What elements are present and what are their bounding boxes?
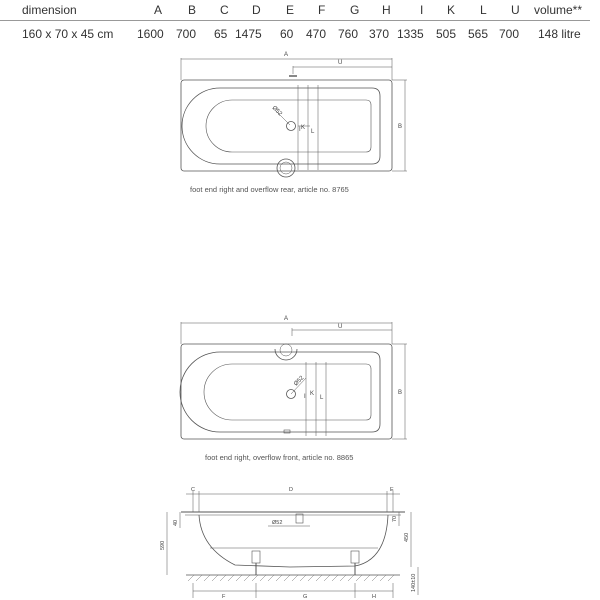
- value-c: 65: [214, 27, 228, 41]
- value-dimension: 160 x 70 x 45 cm: [22, 27, 114, 41]
- header-a: A: [154, 3, 163, 17]
- header-c: C: [220, 3, 229, 17]
- label-k-1: K: [301, 125, 306, 131]
- floor-hatching: [188, 575, 394, 581]
- label-diameter-2: Ø52: [293, 375, 306, 388]
- header-l: L: [480, 3, 487, 17]
- label-140: 140±10: [411, 573, 417, 592]
- caption-drawing1: foot end right and overflow rear, article no. 8765: [190, 185, 349, 194]
- label-a-2: A: [284, 316, 289, 322]
- value-h: 370: [369, 27, 390, 41]
- label-70: 70: [392, 515, 398, 522]
- label-e: E: [390, 487, 394, 493]
- header-u: U: [511, 3, 520, 17]
- label-d: D: [289, 487, 293, 493]
- header-g: G: [350, 3, 360, 17]
- value-volume: 148 litre: [538, 27, 581, 41]
- label-u-1: U: [338, 60, 343, 66]
- label-a-1: A: [284, 52, 289, 58]
- header-b: B: [188, 3, 197, 17]
- caption-drawing2: foot end right, overflow front, article no. 8865: [205, 453, 354, 462]
- tub-plan-view-overflow-front: [180, 322, 407, 439]
- label-c: C: [191, 487, 195, 493]
- label-450: 450: [404, 532, 410, 542]
- header-dimension: dimension: [22, 3, 77, 17]
- label-40: 40: [173, 519, 179, 526]
- value-l: 565: [468, 27, 489, 41]
- value-b: 700: [176, 27, 197, 41]
- header-k: K: [447, 3, 456, 17]
- label-g: G: [303, 594, 308, 600]
- value-u: 700: [499, 27, 520, 41]
- value-k: 505: [436, 27, 457, 41]
- value-f: 470: [306, 27, 327, 41]
- drawing1-labels: [271, 52, 402, 135]
- label-l-2: L: [320, 395, 324, 401]
- label-diameter-1: Ø52: [270, 105, 283, 118]
- header-e: E: [286, 3, 295, 17]
- value-d: 1475: [235, 27, 262, 41]
- label-i-2: I: [304, 394, 306, 400]
- label-i-1: I: [299, 127, 301, 133]
- tub-side-section: [167, 491, 418, 598]
- tub-plan-view-overflow-rear: [181, 58, 407, 177]
- label-b-2: B: [398, 390, 403, 396]
- label-f: F: [222, 594, 226, 600]
- value-a: 1600: [137, 27, 164, 41]
- label-b-1: B: [398, 124, 403, 130]
- header-h: H: [382, 3, 391, 17]
- label-l-1: L: [311, 129, 315, 135]
- header-f: F: [318, 3, 326, 17]
- value-e: 60: [280, 27, 294, 41]
- value-i: 1335: [397, 27, 424, 41]
- value-g: 760: [338, 27, 359, 41]
- header-i: I: [420, 3, 424, 17]
- drawing3-labels: [160, 487, 417, 600]
- label-diameter-3: Ø52: [272, 520, 283, 526]
- drawing2-labels: [284, 316, 402, 401]
- label-h: H: [372, 594, 376, 600]
- label-590: 590: [160, 540, 166, 550]
- header-volume: volume**: [534, 3, 583, 17]
- label-u-2: U: [338, 324, 343, 330]
- header-d: D: [252, 3, 261, 17]
- label-k-2: K: [310, 391, 315, 397]
